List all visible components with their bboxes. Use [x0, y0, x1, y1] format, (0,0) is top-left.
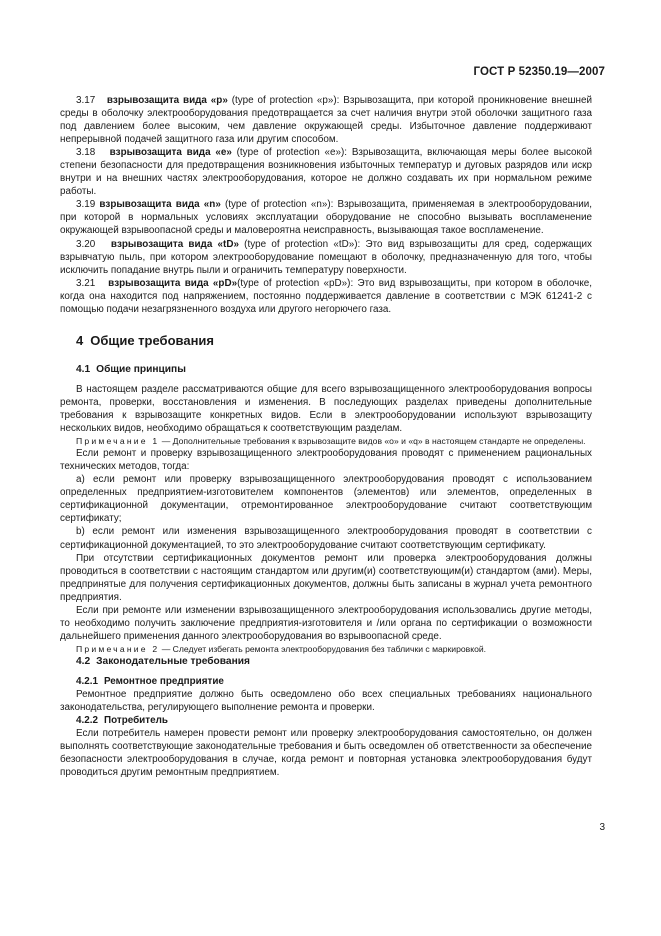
- subsection-number: 4.2.1: [76, 676, 98, 688]
- term: взрывозащита вида «n»: [99, 199, 221, 211]
- definition-text: Взрывозащита, применяемая в электрооборудовании, при которой в нормальных условиях эксплуатации оборудование не способно вызывать воспламенение окружающей взрывоопасной среды и маловероятна неисправность, вызывающая такое воспламенение.: [60, 199, 592, 237]
- paragraph: Ремонтное предприятие должно быть осведомлено обо всех специальных требованиях национального законодательства, регулирующего выполнение ремонта и проверки.: [60, 689, 592, 714]
- term: взрывозащита вида «е»: [109, 147, 232, 159]
- paragraph: При отсутствии сертификационных документов ремонт или проверка электрооборудования должны проводиться в соответствии с настоящим стандартом или другим(и) соответствующим(и) стандартом (ами). Меры, предпринятые для получения сертификационных документов, должны быть записаны в журнал учета ремонтного предприятия.: [60, 552, 592, 603]
- note-label: Примечание 1: [76, 435, 160, 446]
- subsection-number: 4.1: [76, 363, 91, 375]
- list-item-a: а) если ремонт или проверку взрывозащищенного электрооборудования проводят с использованием определенных предприятием-изготовителем компонентов (элементов) или элементов, определенных в сертификационной документации, отремонтированное электрооборудование считают соответствующим сертификату;: [60, 474, 592, 525]
- paragraph: Если при ремонте или изменении взрывозащищенного электрооборудования использовались другие методы, то необходимо получить заключение предприятия-изготовителя и /или органа по сертификации о возможности дальнейшего применения данного электрооборудования во взрывоопасной среде.: [60, 604, 592, 642]
- subsection-number: 4.2.2: [76, 715, 98, 727]
- subsection-4-2-2-heading: [60, 714, 592, 727]
- definition-text: Это вид взрывозащиты, при котором в оболочке, когда она находится под напряжением, постоянно поддерживается давление в соответствии с МЭК 61241-2 с помощью подачи незагрязненного воздуха или другого негорючего газа.: [60, 277, 592, 315]
- paragraph: Если ремонт и проверку взрывозащищенного электрооборудования проводят с применением рациональных технических методов, тогда:: [60, 448, 592, 473]
- term: взрывозащита вида «р»: [106, 95, 228, 106]
- note-1: [60, 435, 592, 447]
- definition-text: Это вид взрывозащиты для сред, содержащих взрывчатую пыль, при котором электрооборудование помещают в оболочку, предназначенную для того, чтобы исключить попадание внутрь пыли и ограничить температуру поверхности.: [60, 238, 592, 276]
- term-english: (type of protection «n»):: [220, 199, 338, 211]
- paragraph: Если потребитель намерен провести ремонт или проверку электрооборудования самостоятельно, он должен выполнять соответствующие законодательные требования и быть осведомлен об ответственности за обеспечение безопасности электрооборудования в случае, когда ремонт и повторная установка электрооборудования будут проводиться другим ремонтным предприятием.: [60, 728, 592, 779]
- definition-3-21: [60, 277, 592, 316]
- subsection-title: Общие принципы: [96, 363, 186, 375]
- subsection-4-1-heading: [76, 363, 592, 376]
- definition-text: Взрывозащита, при которой проникновение внешней среды в оболочку электрооборудования предотвращается за счет наличия внутри этой оболочки защитного газа под давлением более высоким, чем давление окружающей среды. Избыточное давление поддерживают непрерывной подачей защитного газа или другим способом.: [60, 95, 592, 146]
- note-text: — Дополнительные требования к взрывозащите видов «о» и «q» в настоящем стандарте не определены.: [159, 435, 586, 446]
- definition-text: Взрывозащита, включающая меры более высокой степени безопасности для предотвращения возникновения избыточных температур и дуговых разрядов или искр внутри и на внешних частях электрооборудования, которое не должно создавать их при нормальном режиме работы.: [60, 147, 592, 198]
- list-item-b: b) если ремонт или изменения взрывозащищенного электрооборудования проводят в соответствии с сертификационной документацией, то это электрооборудование считают соответствующим сертификату.: [60, 526, 592, 551]
- note-text: — Следует избегать ремонта электрооборудования без таблички с маркировкой.: [159, 643, 487, 654]
- note-2: [60, 643, 592, 655]
- subsection-4-2-heading: [76, 655, 592, 668]
- document-body: [60, 94, 592, 779]
- term: взрывозащита вида «pD»: [108, 277, 238, 289]
- page-number: 3: [599, 822, 605, 833]
- standard-code-header: ГОСТ Р 52350.19—2007: [473, 66, 605, 78]
- clause-number: 3.19: [76, 199, 96, 211]
- section-title: Общие требования: [90, 332, 214, 348]
- clause-number: 3.20: [76, 238, 96, 250]
- subsection-title: Законодательные требования: [96, 656, 250, 668]
- term: взрывозащита вида «tD»: [110, 238, 239, 250]
- paragraph: В настоящем разделе рассматриваются общие для всего взрывозащищенного электрооборудования вопросы ремонта, проверки, восстановления и изменения. В последующих разделах приведены дополнительные требования к взрывозащите конкретных видов. Если в электрооборудовании используют взрывозащиту нескольких видов, необходимо обращаться к соответствующим разделам.: [60, 383, 592, 434]
- clause-number: 3.17: [76, 95, 96, 106]
- definition-3-20: [60, 238, 592, 277]
- section-number: 4: [76, 332, 84, 348]
- term-english: (type of protection «е»):: [231, 147, 352, 159]
- definition-3-17: [60, 94, 592, 146]
- definition-3-19: [60, 198, 592, 237]
- section-4-heading: [76, 333, 592, 349]
- subsection-title: Потребитель: [103, 715, 168, 727]
- term-english: (type of protection «pD»):: [237, 277, 358, 289]
- subsection-4-2-1-heading: [60, 675, 592, 688]
- subsection-number: 4.2: [76, 656, 91, 668]
- term-english: (type of protection «tD»):: [238, 238, 366, 250]
- definition-3-18: [60, 146, 592, 198]
- clause-number: 3.21: [76, 277, 96, 289]
- subsection-title: Ремонтное предприятие: [103, 676, 224, 688]
- note-label: Примечание 2: [76, 643, 160, 654]
- clause-number: 3.18: [76, 147, 96, 159]
- term-english: (type of protection «р»):: [227, 95, 344, 106]
